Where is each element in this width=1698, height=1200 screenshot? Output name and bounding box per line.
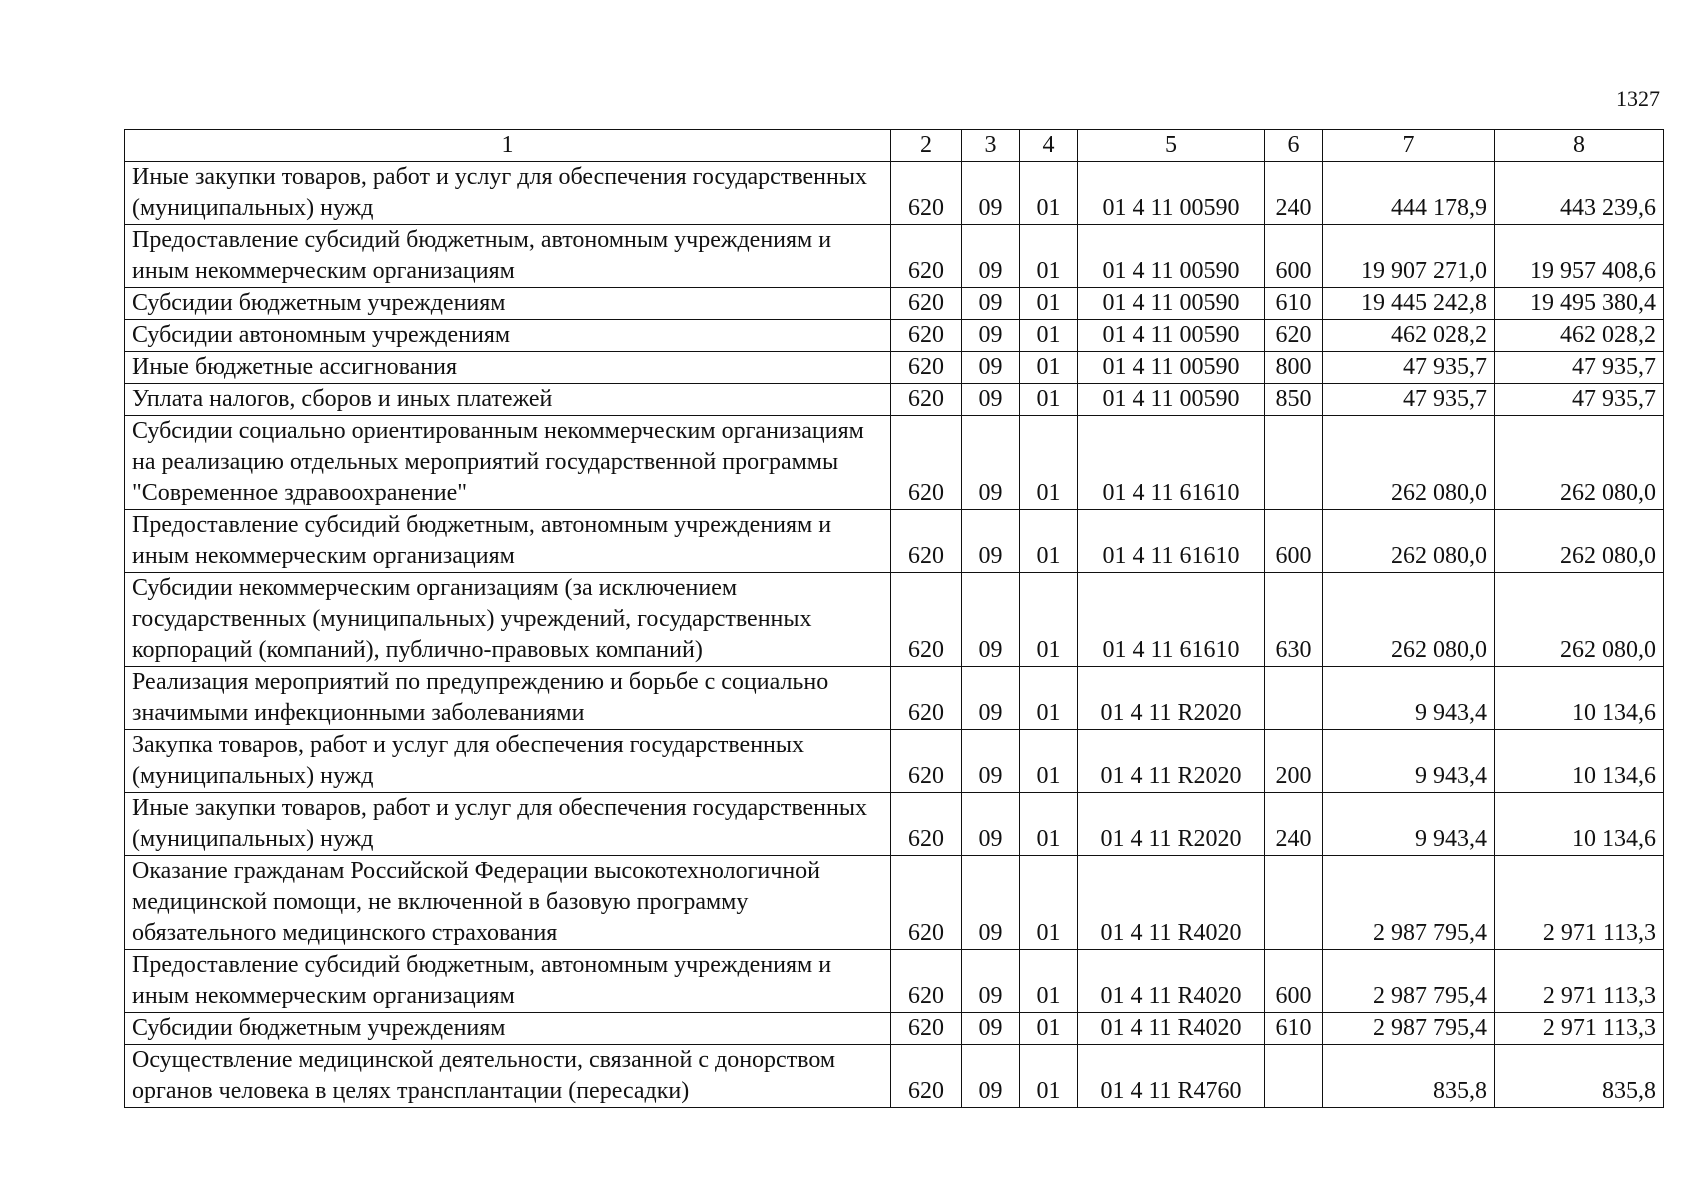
- subsection-code-cell: 01: [1020, 950, 1078, 1013]
- target-article-cell: 01 4 11 00590: [1078, 288, 1265, 320]
- amount-col7-cell: 9 943,4: [1323, 667, 1495, 730]
- table-row: [125, 1013, 1664, 1045]
- row-name-cell: Иные закупки товаров, работ и услуг для обеспечения государственных (муниципальных) нужд: [125, 162, 891, 225]
- ministry-code-cell: 620: [891, 793, 962, 856]
- amount-col8-cell: 19 495 380,4: [1495, 288, 1664, 320]
- subsection-code-cell: 01: [1020, 162, 1078, 225]
- ministry-code-cell: 620: [891, 162, 962, 225]
- target-article-cell: 01 4 11 00590: [1078, 320, 1265, 352]
- section-code-cell: 09: [962, 416, 1020, 510]
- section-code-cell: 09: [962, 1045, 1020, 1108]
- amount-col8-cell: 262 080,0: [1495, 416, 1664, 510]
- row-name-cell: Субсидии некоммерческим организациям (за исключением государственных (муниципальных) учреждений, государственных корпораций (компаний), публично-правовых компаний): [125, 573, 891, 667]
- expense-type-cell: [1265, 416, 1323, 510]
- section-code-cell: 09: [962, 730, 1020, 793]
- ministry-code-cell: 620: [891, 1013, 962, 1045]
- column-number-row: [125, 130, 1664, 162]
- subsection-code-cell: 01: [1020, 384, 1078, 416]
- ministry-code-cell: 620: [891, 573, 962, 667]
- expense-type-cell: 620: [1265, 320, 1323, 352]
- amount-col7-cell: 9 943,4: [1323, 793, 1495, 856]
- expense-type-cell: 610: [1265, 288, 1323, 320]
- row-name-cell: Уплата налогов, сборов и иных платежей: [125, 384, 891, 416]
- column-header: 3: [962, 130, 1020, 162]
- amount-col8-cell: 443 239,6: [1495, 162, 1664, 225]
- ministry-code-cell: 620: [891, 320, 962, 352]
- target-article-cell: 01 4 11 R4760: [1078, 1045, 1265, 1108]
- table-row: [125, 162, 1664, 225]
- amount-col7-cell: 262 080,0: [1323, 510, 1495, 573]
- ministry-code-cell: 620: [891, 856, 962, 950]
- column-header: 6: [1265, 130, 1323, 162]
- table-row: [125, 730, 1664, 793]
- section-code-cell: 09: [962, 667, 1020, 730]
- expense-type-cell: 240: [1265, 162, 1323, 225]
- section-code-cell: 09: [962, 510, 1020, 573]
- expense-type-cell: 600: [1265, 950, 1323, 1013]
- ministry-code-cell: 620: [891, 510, 962, 573]
- row-name-cell: Предоставление субсидий бюджетным, автономным учреждениям и иным некоммерческим организациям: [125, 225, 891, 288]
- subsection-code-cell: 01: [1020, 667, 1078, 730]
- row-name-cell: Закупка товаров, работ и услуг для обеспечения государственных (муниципальных) нужд: [125, 730, 891, 793]
- subsection-code-cell: 01: [1020, 1013, 1078, 1045]
- target-article-cell: 01 4 11 R4020: [1078, 950, 1265, 1013]
- table-row: [125, 856, 1664, 950]
- amount-col7-cell: 9 943,4: [1323, 730, 1495, 793]
- row-name-cell: Субсидии бюджетным учреждениям: [125, 1013, 891, 1045]
- table-row: [125, 225, 1664, 288]
- expense-type-cell: 600: [1265, 225, 1323, 288]
- column-header: 2: [891, 130, 962, 162]
- subsection-code-cell: 01: [1020, 352, 1078, 384]
- row-name-cell: Иные бюджетные ассигнования: [125, 352, 891, 384]
- ministry-code-cell: 620: [891, 288, 962, 320]
- section-code-cell: 09: [962, 352, 1020, 384]
- target-article-cell: 01 4 11 61610: [1078, 573, 1265, 667]
- amount-col7-cell: 262 080,0: [1323, 416, 1495, 510]
- page-number: 1327: [1616, 86, 1660, 111]
- table-row: [125, 352, 1664, 384]
- target-article-cell: 01 4 11 00590: [1078, 384, 1265, 416]
- expense-type-cell: 240: [1265, 793, 1323, 856]
- target-article-cell: 01 4 11 R4020: [1078, 1013, 1265, 1045]
- amount-col8-cell: 262 080,0: [1495, 573, 1664, 667]
- column-header: 8: [1495, 130, 1664, 162]
- row-name-cell: Иные закупки товаров, работ и услуг для обеспечения государственных (муниципальных) нужд: [125, 793, 891, 856]
- amount-col8-cell: 10 134,6: [1495, 730, 1664, 793]
- amount-col8-cell: 10 134,6: [1495, 667, 1664, 730]
- target-article-cell: 01 4 11 61610: [1078, 510, 1265, 573]
- expense-type-cell: 800: [1265, 352, 1323, 384]
- amount-col8-cell: 47 935,7: [1495, 384, 1664, 416]
- amount-col8-cell: 462 028,2: [1495, 320, 1664, 352]
- ministry-code-cell: 620: [891, 416, 962, 510]
- ministry-code-cell: 620: [891, 225, 962, 288]
- table-row: [125, 1045, 1664, 1108]
- table-row: [125, 950, 1664, 1013]
- subsection-code-cell: 01: [1020, 225, 1078, 288]
- subsection-code-cell: 01: [1020, 730, 1078, 793]
- section-code-cell: 09: [962, 573, 1020, 667]
- expense-type-cell: 630: [1265, 573, 1323, 667]
- target-article-cell: 01 4 11 00590: [1078, 352, 1265, 384]
- expense-type-cell: 850: [1265, 384, 1323, 416]
- amount-col7-cell: 835,8: [1323, 1045, 1495, 1108]
- row-name-cell: Предоставление субсидий бюджетным, автономным учреждениям и иным некоммерческим организациям: [125, 950, 891, 1013]
- section-code-cell: 09: [962, 1013, 1020, 1045]
- amount-col7-cell: 19 445 242,8: [1323, 288, 1495, 320]
- table-row: [125, 416, 1664, 510]
- subsection-code-cell: 01: [1020, 1045, 1078, 1108]
- column-header: 1: [125, 130, 891, 162]
- column-header: 4: [1020, 130, 1078, 162]
- amount-col7-cell: 2 987 795,4: [1323, 950, 1495, 1013]
- subsection-code-cell: 01: [1020, 510, 1078, 573]
- ministry-code-cell: 620: [891, 352, 962, 384]
- amount-col7-cell: 262 080,0: [1323, 573, 1495, 667]
- table-row: [125, 793, 1664, 856]
- amount-col8-cell: 19 957 408,6: [1495, 225, 1664, 288]
- expense-type-cell: [1265, 667, 1323, 730]
- amount-col8-cell: 262 080,0: [1495, 510, 1664, 573]
- row-name-cell: Оказание гражданам Российской Федерации высокотехнологичной медицинской помощи, не включенной в базовую программу обязательного медицинского страхования: [125, 856, 891, 950]
- amount-col7-cell: 47 935,7: [1323, 352, 1495, 384]
- target-article-cell: 01 4 11 61610: [1078, 416, 1265, 510]
- expense-type-cell: 600: [1265, 510, 1323, 573]
- expense-type-cell: [1265, 856, 1323, 950]
- target-article-cell: 01 4 11 00590: [1078, 162, 1265, 225]
- table-row: [125, 667, 1664, 730]
- section-code-cell: 09: [962, 950, 1020, 1013]
- ministry-code-cell: 620: [891, 730, 962, 793]
- amount-col7-cell: 462 028,2: [1323, 320, 1495, 352]
- ministry-code-cell: 620: [891, 667, 962, 730]
- row-name-cell: Осуществление медицинской деятельности, связанной с донорством органов человека в целях трансплантации (пересадки): [125, 1045, 891, 1108]
- amount-col7-cell: 444 178,9: [1323, 162, 1495, 225]
- amount-col8-cell: 835,8: [1495, 1045, 1664, 1108]
- table-row: [125, 510, 1664, 573]
- table-row: [125, 573, 1664, 667]
- target-article-cell: 01 4 11 00590: [1078, 225, 1265, 288]
- amount-col7-cell: 19 907 271,0: [1323, 225, 1495, 288]
- target-article-cell: 01 4 11 R2020: [1078, 730, 1265, 793]
- column-header: 5: [1078, 130, 1265, 162]
- amount-col7-cell: 2 987 795,4: [1323, 856, 1495, 950]
- amount-col8-cell: 2 971 113,3: [1495, 856, 1664, 950]
- amount-col7-cell: 2 987 795,4: [1323, 1013, 1495, 1045]
- expense-type-cell: 200: [1265, 730, 1323, 793]
- amount-col7-cell: 47 935,7: [1323, 384, 1495, 416]
- subsection-code-cell: 01: [1020, 416, 1078, 510]
- subsection-code-cell: 01: [1020, 856, 1078, 950]
- ministry-code-cell: 620: [891, 1045, 962, 1108]
- ministry-code-cell: 620: [891, 384, 962, 416]
- row-name-cell: Реализация мероприятий по предупреждению и борьбе с социально значимыми инфекционными заболеваниями: [125, 667, 891, 730]
- subsection-code-cell: 01: [1020, 288, 1078, 320]
- section-code-cell: 09: [962, 288, 1020, 320]
- subsection-code-cell: 01: [1020, 793, 1078, 856]
- section-code-cell: 09: [962, 793, 1020, 856]
- target-article-cell: 01 4 11 R4020: [1078, 856, 1265, 950]
- expense-type-cell: 610: [1265, 1013, 1323, 1045]
- budget-table: [124, 129, 1664, 1108]
- row-name-cell: Субсидии социально ориентированным некоммерческим организациям на реализацию отдельных мероприятий государственной программы "Современное здравоохранение": [125, 416, 891, 510]
- target-article-cell: 01 4 11 R2020: [1078, 667, 1265, 730]
- subsection-code-cell: 01: [1020, 573, 1078, 667]
- amount-col8-cell: 2 971 113,3: [1495, 950, 1664, 1013]
- subsection-code-cell: 01: [1020, 320, 1078, 352]
- amount-col8-cell: 2 971 113,3: [1495, 1013, 1664, 1045]
- table-row: [125, 288, 1664, 320]
- target-article-cell: 01 4 11 R2020: [1078, 793, 1265, 856]
- ministry-code-cell: 620: [891, 950, 962, 1013]
- section-code-cell: 09: [962, 320, 1020, 352]
- column-header: 7: [1323, 130, 1495, 162]
- amount-col8-cell: 47 935,7: [1495, 352, 1664, 384]
- row-name-cell: Субсидии автономным учреждениям: [125, 320, 891, 352]
- amount-col8-cell: 10 134,6: [1495, 793, 1664, 856]
- row-name-cell: Субсидии бюджетным учреждениям: [125, 288, 891, 320]
- section-code-cell: 09: [962, 225, 1020, 288]
- section-code-cell: 09: [962, 856, 1020, 950]
- section-code-cell: 09: [962, 162, 1020, 225]
- table-row: [125, 320, 1664, 352]
- row-name-cell: Предоставление субсидий бюджетным, автономным учреждениям и иным некоммерческим организациям: [125, 510, 891, 573]
- table-body: [125, 162, 1664, 1108]
- section-code-cell: 09: [962, 384, 1020, 416]
- expense-type-cell: [1265, 1045, 1323, 1108]
- table-row: [125, 384, 1664, 416]
